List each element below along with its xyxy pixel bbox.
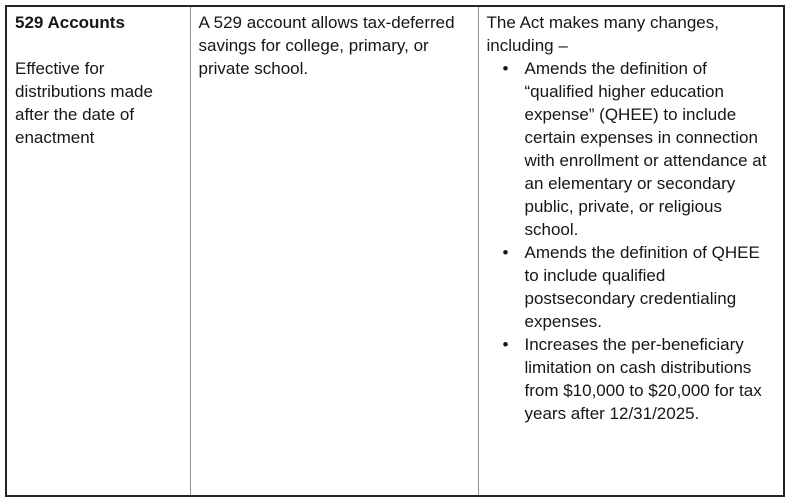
cell-description	[190, 6, 478, 496]
bullet-icon: •	[502, 59, 509, 78]
description-text: A 529 account allows tax-deferred savings for college, primary, or private school.	[198, 13, 455, 78]
list-item	[487, 57, 777, 241]
list-item	[487, 241, 777, 333]
list-item-text: Increases the per-beneficiary limitation on cash distributions from $10,000 to $20,000 for tax years after 12/31/2025.	[524, 335, 762, 423]
cell-changes	[478, 6, 784, 496]
bullet-icon: •	[502, 335, 509, 354]
bullet-icon: •	[502, 243, 509, 262]
topic-title: 529 Accounts	[15, 13, 125, 32]
changes-list	[487, 57, 777, 425]
changes-intro: The Act makes many changes, including –	[486, 13, 719, 55]
effective-date-text: Effective for distributions made after the date of enactment	[15, 59, 153, 147]
table-row	[6, 6, 784, 496]
529-accounts-table	[5, 5, 785, 497]
list-item-text: Amends the definition of QHEE to include qualified postsecondary credentialing expenses.	[524, 243, 760, 331]
cell-topic	[6, 6, 190, 496]
list-item	[487, 333, 777, 425]
list-item-text: Amends the definition of “qualified higher education expense” (QHEE) to include certain expenses in connection with enrollment or attendance at an elementary or secondary public, private, or religious school.	[524, 59, 767, 239]
